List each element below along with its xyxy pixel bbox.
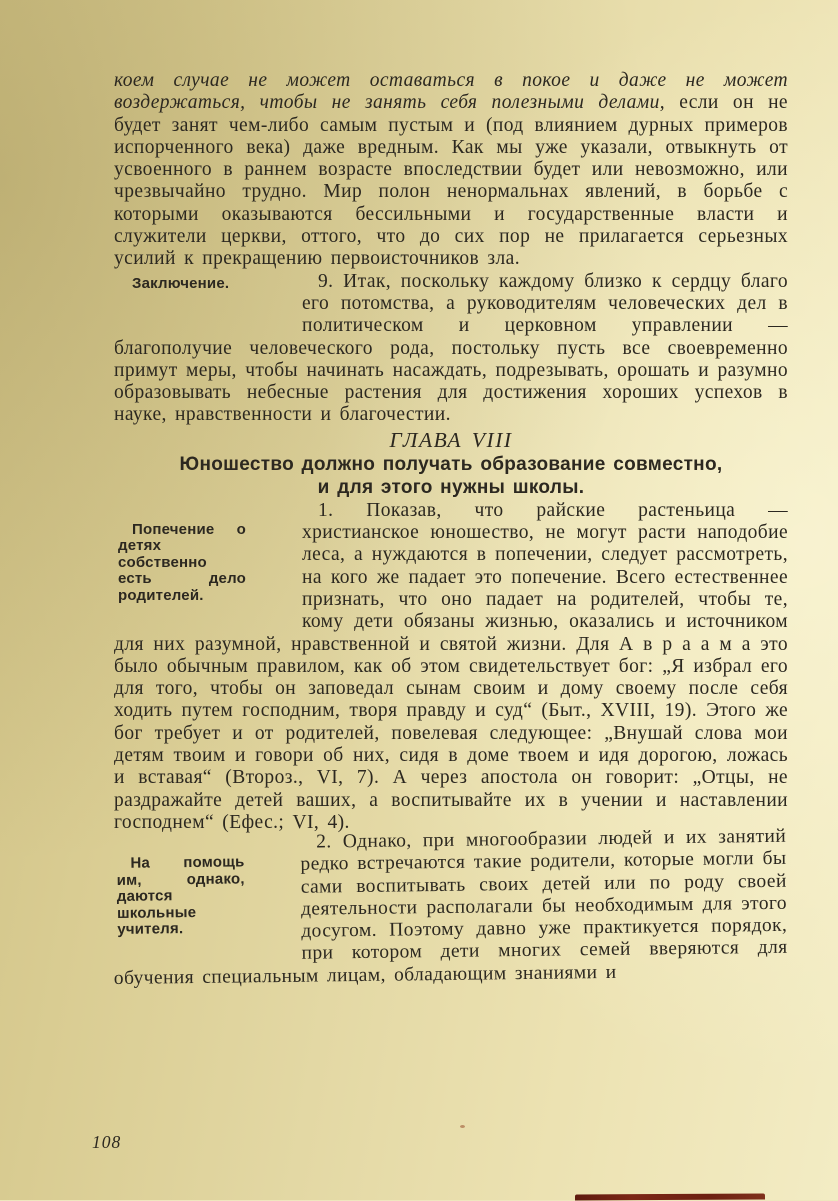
book-cover-edge	[575, 1194, 765, 1201]
paragraph-1-text: 1. Показав, что райские растеньица — христианское юношество, не могут расти наподобие леса, а нуждаются в попечении, следует рассмотреть, на кого же падает это попечение. Всего естественнее признать, что оно падает на родителей, чтобы те, кому дети обязаны жизнью, оказались и источником для них разумной, нравственной и святой жизни. Для А в р а а м а это было обычным правилом, как об этом свидетельствует бог: „Я избрал его для того, чтобы он заповедал сынам своим и дому своему после себя ходить путем господним, творя правду и суд“ (Быт., XVIII, 19). Этого же бог требует и от родителей, повелевая следующее: „Внушай слова мои детям твоим и говори об них, сидя в доме твоем и идя дорогою, ложась и вставая“ (Второз., VI, 7). А через апостола он говорит: „Отцы, не раздражайте детей ваших, а воспитывайте их в учении и наставлении господнем“ (Ефес.; VI, 4).	[114, 499, 788, 833]
margin-note-conclusion: Заключение.	[132, 274, 230, 292]
paragraph-2-text: 2. Однако, при многообразии людей и их занятий редко встречаются такие родители, которые могли бы сами воспитывать своих детей или по роду своей деятельности располагали бы необходимым для этого досугом. Поэтому давно уже практикуется порядок, при котором дети многих семей вверяются для обучения специальным лицам, обладающим знаниями и	[113, 825, 788, 989]
paper-speck	[460, 1125, 465, 1128]
chapter-subtitle	[114, 453, 788, 500]
margin-note-school-teachers: На помощь им, однако, даются школьные учителя.	[116, 853, 245, 939]
text-block	[114, 70, 788, 990]
chapter-subtitle-line-2: и для этого нужны школы.	[317, 477, 585, 499]
paragraph-1	[114, 500, 788, 834]
intro-italic-lead: коем случае не может оставаться в покое и даже не может воздержаться, чтобы не занять себя полезными делами,	[114, 70, 788, 114]
intro-rest: если он не будет занят чем-либо самым пустым и (под влиянием дурных примеров испорченного века) даже вредным. Как мы уже указали, отвыкнуть от усвоенного в раннем возрасте впоследствии будет или невозможно, или чрезвычайно трудно. Мир полон ненормальнах явлений, в борьбе с которыми оказываются бессильными и государственные власти и служители церкви, оттого, что до сих пор не прилагается серьезных усилий к прекращению первоисточников зла.	[114, 92, 788, 270]
margin-note-parents-duty: Попечение о детях собственно есть дело родителей.	[118, 520, 246, 604]
chapter-heading: ГЛАВА VIII	[389, 427, 513, 452]
paragraph-9	[114, 271, 788, 427]
paragraph-2	[112, 826, 788, 990]
page-number: 108	[92, 1132, 122, 1152]
intro-paragraph	[114, 70, 788, 271]
paragraph-9-text: 9. Итак, поскольку каждому близко к сердцу благо его потомства, а руководителям человеческих дел в политическом и церковном управлении — благополучие человеческого рода, постольку пусть все своевременно примут меры, чтобы начинать насаждать, подрезывать, орошать и разумно образовывать небесные растения для достижения хороших успехов в науке, нравственности и благочестии.	[114, 270, 788, 426]
chapter-subtitle-line-1: Юношество должно получать образование совместно,	[179, 453, 723, 475]
